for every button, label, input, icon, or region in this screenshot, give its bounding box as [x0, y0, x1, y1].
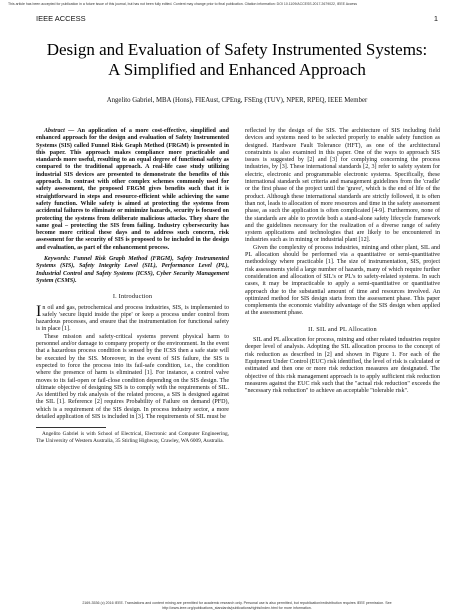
author-line [20, 96, 454, 105]
journal-name: IEEE ACCESS [36, 14, 86, 23]
author-name: Angelito Gabriel, MBA (Hons), FIEAust, CPEng, FSEng (TUV), NPER, RPEQ, IEEE Member [106, 97, 368, 104]
copyright-notice: 2169-3536 (c) 2016 IEEE. Translations and content mining are permitted for academic research only. Personal use is also permitted, but republication/redistribution requires IEEE permission. See http://www.ieee.org/publications_standards/publications/rights/index.html for more information. [82, 601, 392, 610]
author-affiliation-footnote: Angelito Gabriel is with School of Electrical, Electronic and Computer Engineering, The University of Western Australia, 35 Stirling Highway, Crawley, WA 6009, Australia. [36, 431, 229, 444]
section-heading-sil-pl: II. SIL and PL Allocation [308, 325, 377, 333]
paper-title [20, 40, 454, 80]
abstract-text: — An application of a more cost-effective, simplified and enhanced approach for the design and evaluation of Safety Instrumented Systems (SIS) called Funnel Risk Graph Method (FRGM) is presented in this paper. This approach makes compliance more practicable and standards more useful, resulting to an equal degree of functional safety as compared to the traditional approach. A real-life case study utilizing industrial SIS devices are presented to demonstrate the benefits of this approach. In contrast with other complex schemes commonly used for safety assessment, the proposed FRGM gives benefits such that it is straightforward in steps and resource-efficient while achieving the same safety function. While safety is aimed at protecting the systems from accidental failures to eliminate or minimize hazards, security is focused on protecting the systems from deliberate malicious attacks. They share the same goal – protecting the SIS from failing. Industry cybersecurity has become more critical these days and to address such concern, risk assessment for the security of SIS is proposed to be included in the design and evaluation, as part of the enhancement process. [36, 128, 229, 251]
intro-paragraph-1 [36, 302, 229, 334]
prepublication-notice: This article has been accepted for publication in a future issue of this journal, but has not been fully edited. Content may change prior to final publication. Citation information: DOI 10.1109/ACCESS.2017.2679022, IEEE Access [8, 2, 357, 6]
section-heading-introduction: I. Introduction [112, 293, 153, 301]
body-paragraph-1: reflected by the design of the SIS. The architecture of SIS including field devices and systems need to be selected properly to enable safety function as designed. Hardware Fault Tolerance (HFT), as one of the architectural constraints is also examined in this paper. One of the ways to approach SIS issues is suggested by [2] and [3] for complying concerning the process industries, by [3]. These international standards [2, 3] refer to safety system for electric, electronic and programmable electronic systems. Specifically, these international standards set criteria and management guidelines from the 'cradle' or the first phase of the project until the 'grave', which is the end of life of the product. Although these international standards are strictly followed, it is often than not, leads to allocation of more resources and time in the safety assessment phase, as such the application is often complicated [4-9]. Furthermore, none of the standards are able to provide both a stand-alone safety lifecycle framework and the guidelines necessary for the realization of a diverse range of safety system applications and technologies that are likely to be encountered in industries such as in mining or industrial plant [12]. [245, 128, 440, 244]
title-line-1: Design and Evaluation of Safety Instrumented Systems: [46, 40, 428, 59]
running-header [36, 14, 438, 24]
drop-cap: I [36, 302, 42, 320]
right-column [245, 128, 440, 395]
body-paragraph-2: Given the complexity of process industries, mining and other plant, SIL and PL allocation should be performed via a quantitative or semi-quantitative methodology where practicable [1]. The size of instrumentation, SIS, project risk assessments yield a large number of hazards, many of which require further consideration and allocation of SIL's or PL's to safety-related systems. In such cases, it may be impracticable to apply a semi-quantitative or quantitative approach due to the substantial amount of time and resources involved. An optimized method for SIS design starts from the assessment phase. This paper complements the economic viability advantage of the SIS design when applied at the assessment phase. [245, 244, 440, 317]
page-number: 1 [433, 14, 438, 23]
keywords-label: Keywords: [44, 256, 71, 263]
keywords-text: Funnel Risk Graph Method (FRGM), Safety Instrumented Systems (SIS), Safety Integrity Level (SIL), Performance Level (PL), Industrial Control and Safety Systems (ICSS), Cyber Security Management System (CSMS). [36, 256, 229, 284]
keywords [36, 256, 229, 285]
intro-paragraph-1-text: n oil and gas, petrochemical and process industries, SIS, is implemented to safely 'secure liquid inside the pipe' or keep a process under control from hazardous processes, and ensure that the instrumentation for functional safety is in place [1]. [36, 304, 229, 333]
footnote-divider [36, 427, 106, 428]
abstract [36, 128, 229, 252]
body-paragraph-3: SIL and PL allocation for process, mining and other related industries require deeper level of analysis. Adopting the SIL allocation process to the concept of risk reduction as described in [2] and shown in Figure 1. For each of the Equipment Under Control (EUC) risk identified, the level of risk is calculated or estimated and then one or more risk reduction measures are designated. The objective of this risk management approach is to apply sufficient risk reduction measures against the EUC risk such that the "actual risk reduction" exceeds the "necessary risk reduction" to achieve an acceptable "tolerable risk". [245, 337, 440, 395]
abstract-label: Abstract [44, 128, 65, 134]
title-line-2: A Simplified and Enhanced Approach [108, 60, 366, 79]
left-column [36, 128, 229, 444]
intro-paragraph-2: These mission and safety-critical systems prevent physical harm to personnel and/or damage to company property or the environment. In the event that a hazardous process condition is sensed by the ICSS then a safe state will be executed by the SIS. Moreover, in the event of SIS failure, the SIS is expected to force the process into its fail-safe condition, i.e., the condition where the presence of harm is eliminated [1]. For instance, a control valve moves to its fail-open or fail-close condition depending on the SIS design. The ultimate objective of designing SIS is to comply with the requirements of SIL. As identified by risk analysis of the related process, a SIS is designed against the SIL [1]. Reference [2] requires Probability of Failure on demand (PFD), which is a requirement of the SIS design. In process industry sector, a more detailed application of SIS is included in [3]. The requirements of SIL must be [36, 333, 229, 420]
